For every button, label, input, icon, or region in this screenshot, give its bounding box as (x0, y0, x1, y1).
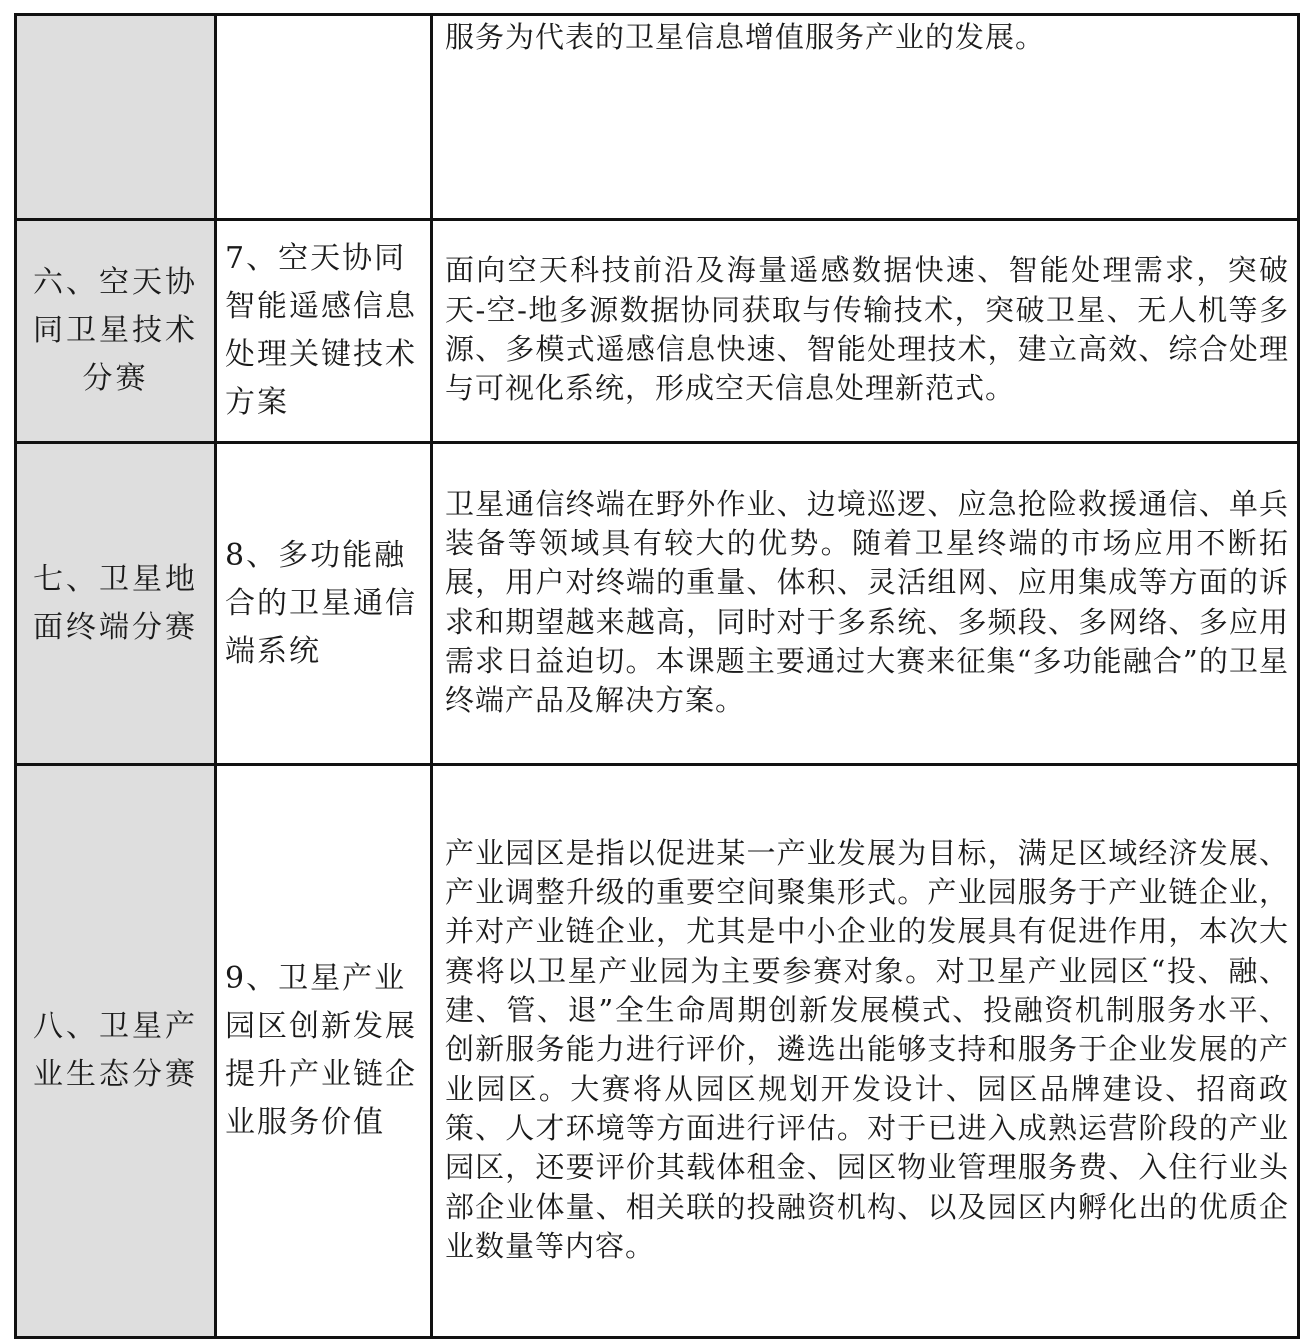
competition-table (14, 13, 1300, 1339)
description-cell: 面向空天科技前沿及海量遥感数据快速、智能处理需求，突破天-空-地多源数据协同获取与传输技术，突破卫星、无人机等多源、多模式遥感信息快速、智能处理技术，建立高效、综合处理与可视化系统，形成空天信息处理新范式。 (432, 220, 1299, 443)
topic-cell: 8、多功能融合的卫星通信端系统 (216, 443, 432, 765)
description-cell: 产业园区是指以促进某一产业发展为目标，满足区域经济发展、产业调整升级的重要空间聚集形式。产业园服务于产业链企业，并对产业链企业，尤其是中小企业的发展具有促进作用，本次大赛将以卫星产业园为主要参赛对象。对卫星产业园区“投、融、建、管、退”全生命周期创新发展模式、投融资机制服务水平、创新服务能力进行评价，遴选出能够支持和服务于企业发展的产业园区。大赛将从园区规划开发设计、园区品牌建设、招商政策、人才环境等方面进行评估。对于已进入成熟运营阶段的产业园区，还要评价其载体租金、园区物业管理服务费、入住行业头部企业体量、相关联的投融资机构、以及园区内孵化出的优质企业数量等内容。 (432, 765, 1299, 1338)
table-row (16, 765, 1299, 1338)
table-row (16, 15, 1299, 220)
category-cell: 八、卫星产业生态分赛 (16, 765, 216, 1338)
topic-cell (216, 15, 432, 220)
table-row (16, 220, 1299, 443)
category-cell: 七、卫星地面终端分赛 (16, 443, 216, 765)
description-cell: 服务为代表的卫星信息增值服务产业的发展。 (432, 15, 1299, 220)
topic-cell: 9、卫星产业园区创新发展提升产业链企业服务价值 (216, 765, 432, 1338)
topic-cell: 7、空天协同智能遥感信息处理关键技术方案 (216, 220, 432, 443)
category-cell: 六、空天协同卫星技术分赛 (16, 220, 216, 443)
table-row (16, 443, 1299, 765)
category-cell (16, 15, 216, 220)
description-cell: 卫星通信终端在野外作业、边境巡逻、应急抢险救援通信、单兵装备等领域具有较大的优势。随着卫星终端的市场应用不断拓展，用户对终端的重量、体积、灵活组网、应用集成等方面的诉求和期望越来越高，同时对于多系统、多频段、多网络、多应用需求日益迫切。本课题主要通过大赛来征集“多功能融合”的卫星终端产品及解决方案。 (432, 443, 1299, 765)
